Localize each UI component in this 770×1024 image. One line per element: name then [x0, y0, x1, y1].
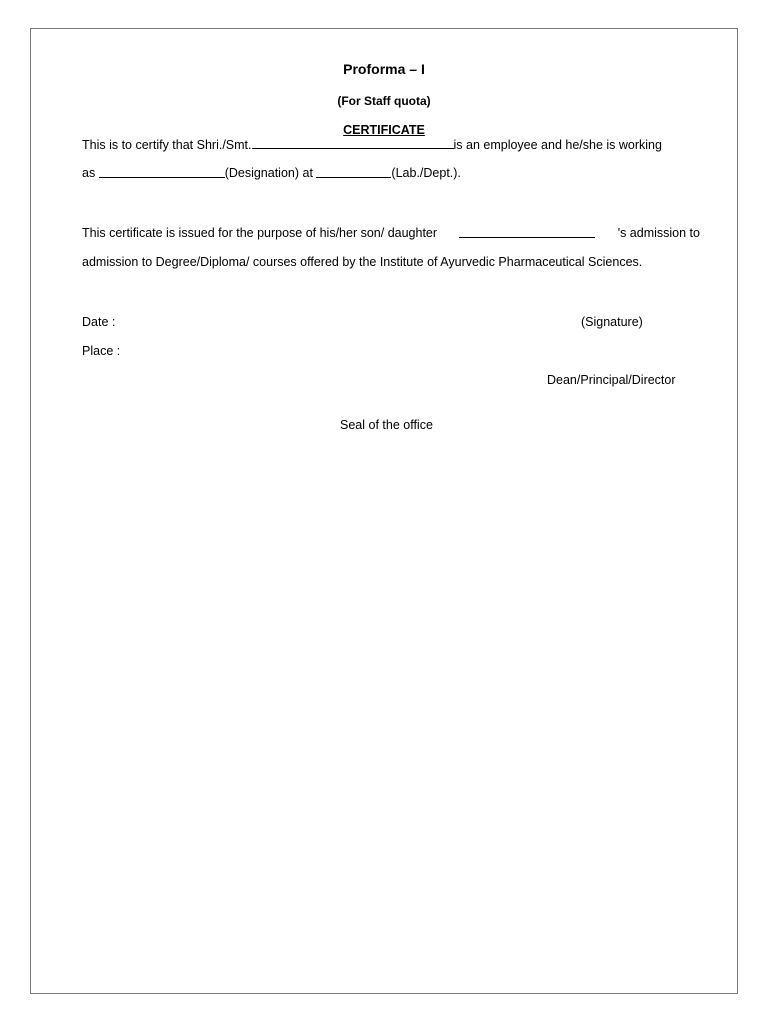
para1-line1-end: is an employee and he/she is working [453, 138, 662, 152]
para1-line1 [82, 136, 700, 153]
ward-name-blank[interactable] [459, 225, 595, 238]
signature-label: (Signature) [581, 315, 643, 329]
place-label: Place : [82, 344, 121, 358]
date-label: Date : [82, 315, 116, 329]
form-title: Proforma – I [343, 61, 425, 77]
certificate-heading: CERTIFICATE [343, 123, 425, 137]
authority-label: Dean/Principal/Director [547, 373, 676, 387]
employee-name-blank[interactable] [252, 136, 454, 149]
document-page [30, 28, 738, 994]
para2-line2 [82, 254, 700, 270]
para2-line2-text: admission to Degree/Diploma/ courses offered by the Institute of Ayurvedic Pharmaceutical Sciences. [82, 255, 643, 269]
form-subtitle: (For Staff quota) [337, 94, 431, 108]
designation-blank[interactable] [99, 165, 225, 178]
seal-label: Seal of the office [340, 418, 433, 432]
para2-line1 [82, 225, 700, 241]
lab-dept-blank[interactable] [316, 165, 391, 178]
para2-line1-end: 's admission to [617, 226, 700, 240]
para1-line2 [82, 165, 700, 181]
designation-label: (Designation) at [224, 166, 313, 180]
para1-line2-start: as [82, 166, 96, 180]
lab-dept-label: (Lab./Dept.). [391, 166, 461, 180]
para1-line1-start: This is to certify that Shri./Smt. [82, 138, 252, 152]
para2-line1-start: This certificate is issued for the purpose of his/her son/ daughter [82, 226, 438, 240]
